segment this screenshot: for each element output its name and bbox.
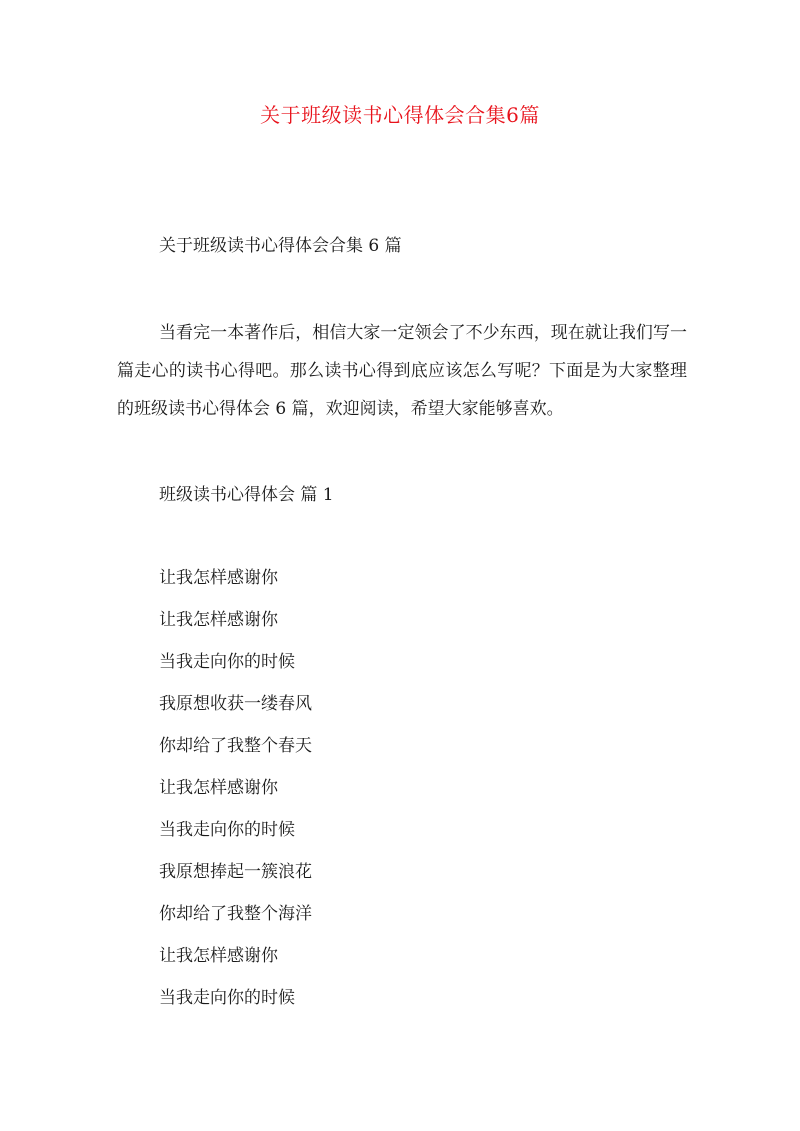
poem-line: 让我怎样感谢你	[159, 610, 278, 630]
poem-line: 当我走向你的时候	[159, 820, 295, 840]
poem-lines	[159, 564, 312, 1026]
poem-line: 让我怎样感谢你	[159, 946, 278, 966]
section-heading-1: 班级读书心得体会 篇 1	[159, 485, 334, 505]
poem-line: 你却给了我整个海洋	[159, 904, 312, 924]
poem-line: 让我怎样感谢你	[159, 778, 278, 798]
document-subtitle: 关于班级读书心得体会合集 6 篇	[159, 236, 402, 256]
document-title: 关于班级读书心得体会合集6篇	[260, 103, 540, 127]
intro-paragraph: 当看完一本著作后，相信大家一定领会了不少东西，现在就让我们写一篇走心的读书心得吧。那么读书心得到底应该怎么写呢？下面是为大家整理的班级读书心得体会 6 篇，欢迎阅读，希望大家能够喜欢。	[117, 323, 687, 419]
poem-line: 当我走向你的时候	[159, 652, 295, 672]
poem-line: 我原想收获一缕春风	[159, 694, 312, 714]
poem-line: 让我怎样感谢你	[159, 568, 278, 588]
poem-line: 你却给了我整个春天	[159, 736, 312, 756]
poem-line: 当我走向你的时候	[159, 988, 295, 1008]
poem-line: 我原想捧起一簇浪花	[159, 862, 312, 882]
